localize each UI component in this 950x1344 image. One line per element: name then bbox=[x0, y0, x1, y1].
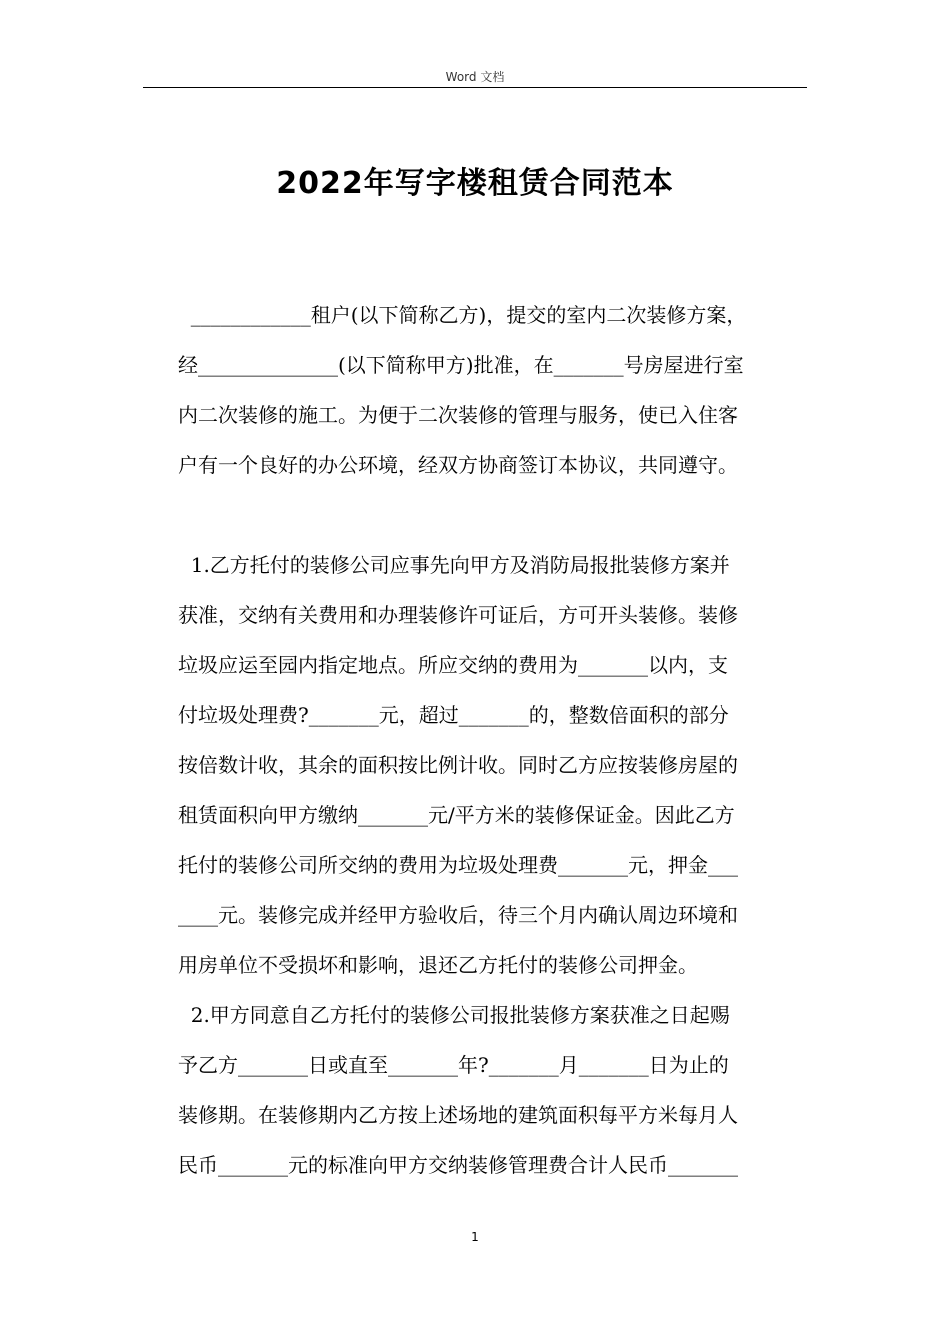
body-line: 予乙方_______日或直至_______年?_______月_______日为止的 bbox=[178, 1053, 729, 1077]
body-line: ____________租户(以下简称乙方)，提交的室内二次装修方案， bbox=[178, 303, 747, 327]
page-header: Word 文档 bbox=[445, 70, 505, 84]
body-line: 付垃圾处理费?_______元，超过_______的，整数倍面积的部分 bbox=[178, 703, 729, 727]
body-line: 户有一个良好的办公环境，经双方协商签订本协议，共同遵守。 bbox=[178, 453, 738, 477]
body-line: 租赁面积向甲方缴纳_______元/平方米的装修保证金。因此乙方 bbox=[178, 803, 735, 827]
body-line: 装修期。在装修期内乙方按上述场地的建筑面积每平方米每月人 bbox=[178, 1103, 738, 1127]
body-line: 托付的装修公司所交纳的费用为垃圾处理费_______元，押金___ bbox=[178, 853, 738, 877]
document-title: 2022年写字楼租赁合同范本 bbox=[276, 166, 674, 201]
page-number: 1 bbox=[471, 1230, 479, 1244]
body-line: 1.乙方托付的装修公司应事先向甲方及消防局报批装修方案并 bbox=[178, 553, 730, 577]
body-line: ____元。装修完成并经甲方验收后，待三个月内确认周边环境和 bbox=[178, 903, 738, 927]
body-line: 民币_______元的标准向甲方交纳装修管理费合计人民币_______ bbox=[178, 1153, 738, 1177]
body-line: 经______________(以下简称甲方)批准，在_______号房屋进行室 bbox=[178, 353, 744, 377]
body-line: 内二次装修的施工。为便于二次装修的管理与服务，使已入住客 bbox=[178, 403, 738, 427]
body-line: 垃圾应运至园内指定地点。所应交纳的费用为_______以内，支 bbox=[178, 653, 728, 677]
body-line: 获准，交纳有关费用和办理装修许可证后，方可开头装修。装修 bbox=[178, 603, 738, 627]
header-rule bbox=[143, 87, 807, 88]
body-line: 2.甲方同意自乙方托付的装修公司报批装修方案获准之日起赐 bbox=[178, 1003, 730, 1027]
body-line: 用房单位不受损坏和影响，退还乙方托付的装修公司押金。 bbox=[178, 953, 698, 977]
body-line: 按倍数计收，其余的面积按比例计收。同时乙方应按装修房屋的 bbox=[178, 753, 738, 777]
